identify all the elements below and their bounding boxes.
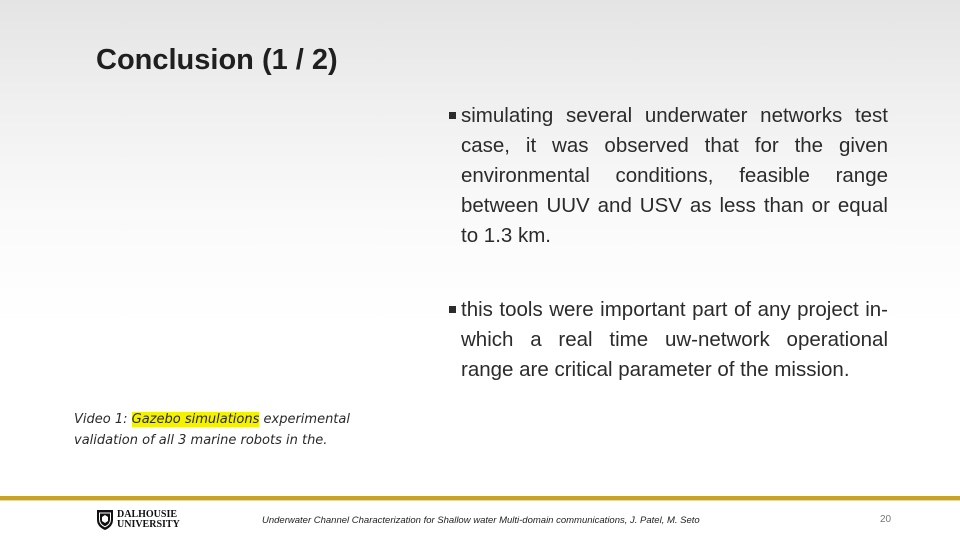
bullet-list — [448, 101, 888, 385]
caption-rest: experimental validation of all 3 marine robots in the. — [74, 412, 350, 448]
square-bullet-icon — [449, 112, 456, 119]
shield-crest-icon — [96, 509, 114, 531]
page-number: 20 — [880, 514, 892, 525]
bullet-item — [448, 295, 888, 385]
bullet-item — [448, 101, 888, 251]
bullet-text: this tools were important part of any project in-which a real time uw-network operational range are critical parameter of the mission. — [461, 298, 888, 381]
video-caption — [74, 409, 404, 451]
square-bullet-icon — [449, 306, 456, 313]
logo-line-1: DALHOUSIE — [117, 509, 178, 520]
university-logo — [96, 508, 180, 532]
bullet-text: simulating several underwater networks test case, it was observed that for the given environmental conditions, feasible range between UUV and USV as less than or equal to 1.3 km. — [461, 104, 888, 247]
slide-title: Conclusion (1 / 2) — [96, 44, 338, 76]
caption-highlight: Gazebo simulations — [131, 412, 260, 427]
logo-wordmark — [117, 510, 180, 530]
caption-prefix: Video 1: — [74, 412, 132, 427]
logo-line-2: UNIVERSITY — [117, 519, 180, 530]
footer-divider-shadow — [0, 500, 960, 501]
footer-citation: Underwater Channel Characterization for Shallow water Multi-domain communications, J. Patel, M. Seto — [262, 515, 700, 526]
